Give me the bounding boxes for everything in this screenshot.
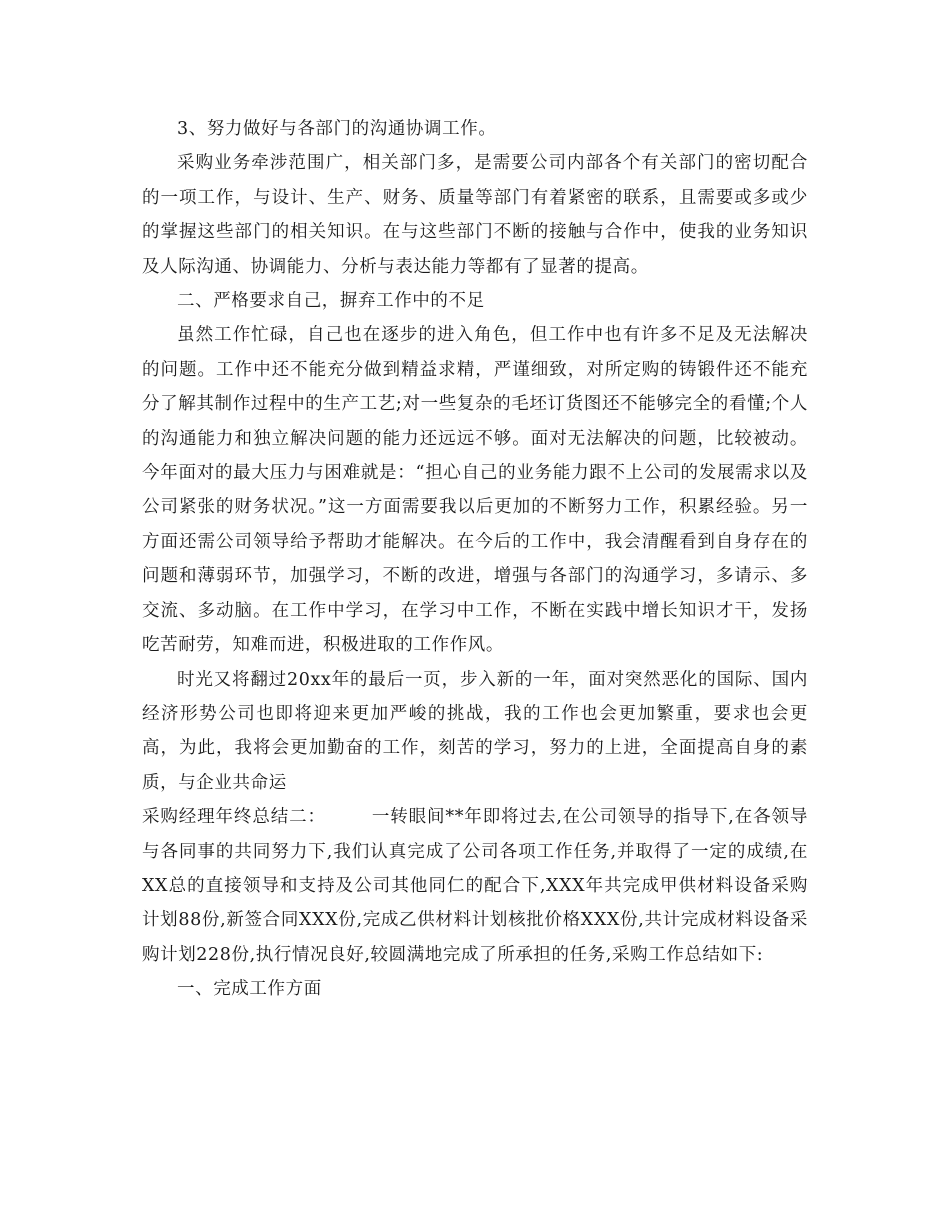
- section-two-paragraph: [142, 800, 808, 972]
- heading-shortcomings: 二、严格要求自己，摒弃工作中的不足: [177, 291, 485, 312]
- paragraph-shortcomings: 虽然工作忙碌，自己也在逐步的进入角色，但工作中也有许多不足及无法解决的问题。工作中还不能充分做到精益求精，严谨细致，对所定购的铸锻件还不能充分了解其制作过程中的生产工艺;对一些复杂的毛坯订货图还不能够完全的看懂;个人的沟通能力和独立解决问题的能力还远远不够。面对无法解决的问题，比较被动。今年面对的最大压力与困难就是：“担心自己的业务能力跟不上公司的发展需求以及公司紧张的财务状况。”这一方面需要我以后更加的不断努力工作，积累经验。另一方面还需公司领导给予帮助才能解决。在今后的工作中，我会清醒看到自身存在的问题和薄弱环节，加强学习，不断的改进，增强与各部门的沟通学习，多请示、多交流、多动脑。在工作中学习，在学习中工作，不断在实践中增长知识才干，发扬吃苦耐劳，知难而进，积极进取的工作作风。: [142, 325, 808, 656]
- paragraph-coordination: 采购业务牵涉范围广，相关部门多，是需要公司内部各个有关部门的密切配合的一项工作，与设计、生产、财务、质量等部门有着紧密的联系，且需要或多或少的掌握这些部门的相关知识。在与这些部门不断的接触与合作中，使我的业务知识及人际沟通、协调能力、分析与表达能力等都有了显著的提高。: [142, 153, 808, 277]
- section-two-title: 采购经理年终总结二：: [142, 807, 326, 828]
- paragraph-outlook: 时光又将翻过20xx年的最后一页，步入新的一年，面对突然恶化的国际、国内经济形势公司也即将迎来更加严峻的挑战，我的工作也会更加繁重，要求也会更高，为此，我将会更加勤奋的工作，刻苦的学习，努力的上进，全面提高自身的素质，与企业共命运: [142, 669, 808, 793]
- heading-coordination: 3、努力做好与各部门的沟通协调工作。: [177, 119, 497, 139]
- heading-completed-work: 一、完成工作方面: [177, 979, 322, 1000]
- section-two-body: 一转眼间**年即将过去,在公司领导的指导下,在各领导与各同事的共同努力下,我们认真完成了公司各项工作任务,并取得了一定的成绩,在XX总的直接领导和支持及公司其他同仁的配合下,XXX年共完成甲供材料设备采购计划88份,新签合同XXX份,完成乙供材料计划核批价格XXX份,共计完成材料设备采购计划228份,执行情况良好,较圆满地完成了所承担的任务,采购工作总结如下:: [142, 807, 808, 965]
- document-body: [142, 112, 808, 1007]
